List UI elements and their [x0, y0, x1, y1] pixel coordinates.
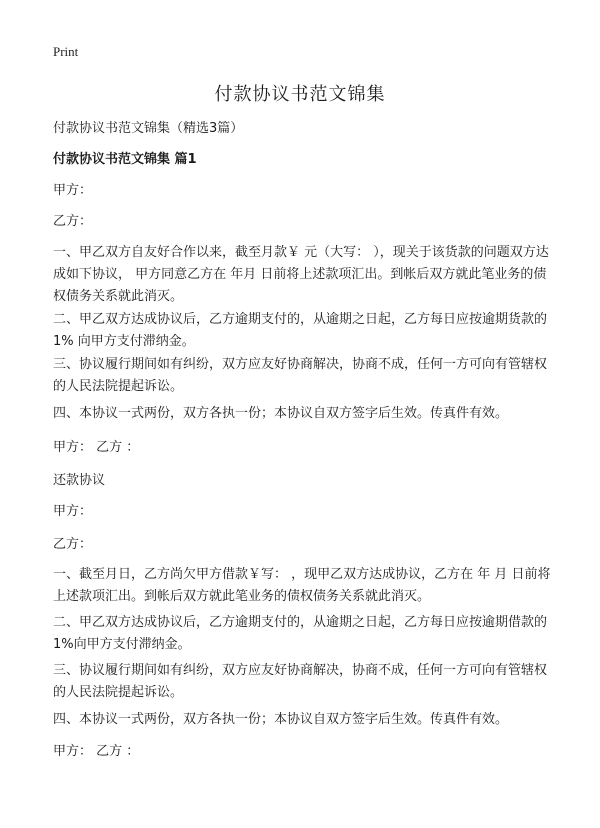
party-b-label: 乙方：: [53, 214, 93, 229]
repayment-clause-3: 三、协议履行期间如有纠纷，双方应友好协商解决，协商不成，任何一方可向有管辖权的人民法院提起诉讼。: [53, 663, 548, 700]
clause-4: 四、本协议一式两份，双方各执一份；本协议自双方签字后生效。传真件有效。: [53, 406, 509, 421]
signature-line: 甲方： 乙方 ：: [53, 440, 140, 455]
repayment-title: 还款协议: [53, 473, 106, 488]
repayment-clause-4: 四、本协议一式两份，双方各执一份；本协议自双方签字后生效。传真件有效。: [53, 712, 509, 727]
clause-3: 三、协议履行期间如有纠纷，双方应友好协商解决，协商不成，任何一方可向有管辖权的人民法院提起诉讼。: [53, 357, 548, 394]
print-label: Print: [53, 44, 79, 59]
clause-2: 二、甲乙双方达成协议后，乙方逾期支付的，从逾期之日起，乙方每日应按逾期货款的 1% 向甲方支付滞纳金。: [53, 312, 548, 349]
repayment-clause-2: 二、甲乙双方达成协议后，乙方逾期支付的，从逾期之日起，乙方每日应按逾期借款的1%向甲方支付滞纳金。: [53, 615, 548, 652]
clause-1: 一、甲乙双方自友好合作以来，截至月款￥ 元（大写： ），现关于该货款的问题双方达成如下协议， 甲方同意乙方在 年月 日前将上述款项汇出。到帐后双方就此笔业务的债权债务关系就此消灭。: [53, 245, 549, 304]
section-heading: 付款协议书范文锦集 篇1: [53, 152, 197, 167]
document-title: 付款协议书范文锦集: [214, 84, 386, 105]
document-subtitle: 付款协议书范文锦集（精选3篇）: [53, 121, 244, 136]
signature-line-2: 甲方： 乙方 ：: [53, 744, 140, 759]
party-b-label-2: 乙方：: [53, 537, 93, 552]
repayment-clause-1: 一、截至月日，乙方尚欠甲方借款￥写： ，现甲乙双方达成协议，乙方在 年 月 日前将上述款项汇出。到帐后双方就此笔业务的债权债务关系就此消灭。: [53, 567, 551, 604]
party-a-label-2: 甲方：: [53, 504, 93, 519]
party-a-label: 甲方：: [53, 183, 93, 198]
